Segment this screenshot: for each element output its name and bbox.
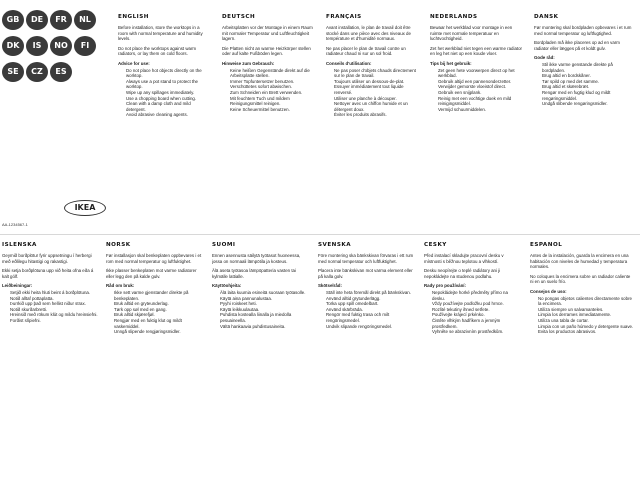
list-item: • Rengør med en fugtig klud og mildt rengøringsmiddel. [542,90,634,101]
list-item: • Ställ inte heta föremål direkt på bänkskivan. [326,290,414,296]
intro-text: No coloques la encimera sobre un radiador caliente ni en un suelo frío. [530,273,631,285]
list-item: • Utiliser une planche à découper. [334,96,418,102]
list-item: • Limpia los derrames inmediatamente. [538,312,634,318]
advice-heading: Consejos de uso: [530,288,567,294]
intro-text: Placera inte bänkskivan mot varma element eller på kalla golv. [318,268,413,279]
list-item: • Avoid abrasive cleaning agents. [126,112,210,118]
language-badges [2,9,106,87]
list-item: • Éviter les produits abrasifs. [334,112,418,118]
list-item: • Utiliza una tabla de cortar. [538,318,634,324]
intro-text: Före montering ska bänkskivan förvaras i ett rum med normal temperatur och luftfuktighet. [318,253,414,264]
section-heading: ČESKY [424,242,447,248]
list-item: • Reinig met een vochtige doek en mild reinigingsmiddel. [438,96,522,107]
advice-list [326,68,418,118]
list-item: • Clean with a damp cloth and mild detergent. [126,101,210,112]
list-item: • Använd alltid grytunderlägg. [326,296,414,302]
advice-list [530,296,634,335]
advice-list [106,290,202,335]
section-nederlands [430,14,522,224]
language-badge: GB [2,10,24,30]
list-item: • Zum Schneiden ein Brett verwenden. [230,90,314,96]
intro-text: Ennen asennusta säilytä työtasot huoneessa, jossa on normaali lämpötila ja kosteus. [212,253,301,264]
list-item: • Hreinsið með rökum klút og mildu hreinsiefni. [10,312,98,318]
intro-text: Desku neopírejte o teplé radiátory ani ji nepokládejte na studenou podlahu. [424,268,501,279]
list-item: • Gebruik altijd een pannenonderzetter. [438,79,522,85]
list-item: • Rengör med fuktig trasa och milt rengöringsmedel. [326,312,414,323]
list-item: • Tør spild op med det samme. [542,79,634,85]
language-badge: FI [74,36,96,56]
section-svenska [318,242,414,474]
intro-text: Avant installation, le plan de travail doit être stocké dans une pièce avec des niveaux de température et d'humidité normaux. [326,25,411,42]
section-suomi [212,242,308,474]
list-item: • Brug altid en bordskåner. [542,73,634,79]
section-heading: DANSK [534,14,559,20]
intro-text: Ne pas placer le plan de travail contre un radiateur chaud ni sur un sol froid. [326,45,406,57]
section-espanol [530,242,634,474]
section-heading: NORSK [106,242,131,248]
list-item: • Essuyer immédiatement tout liquide renversé. [334,84,418,95]
advice-heading: Hinweise zum Gebrauch: [222,60,275,66]
advice-heading: Skötselråd: [318,283,342,289]
list-item: • Čistěte vlhkým hadříkem a jemným prostředkem. [432,318,520,329]
list-item: • Do not place hot objects directly on the worktop. [126,68,210,79]
ikea-logo: IKEA [64,200,106,216]
list-item: • Setjið ekki heita hluti beint á borðplötuna. [10,290,98,296]
language-badge: SE [2,62,24,82]
list-item: • Verschüttetes sofort abwischen. [230,84,314,90]
advice-list [430,68,522,113]
advice-heading: Tips bij het gebruik: [430,60,472,66]
list-item: • Ikke sett varme gjenstander direkte på benkeplaten. [114,290,202,301]
list-item: • Käytä leikkuulautaa. [220,307,308,313]
section-heading: ÍSLENSKA [2,242,37,248]
list-item: • Undgå slibende rengøringsmidler. [542,101,634,107]
list-item: • Vždy používejte podložku pod hrnce. [432,301,520,307]
list-item: • Immer Topfuntersetzer benutzen. [230,79,314,85]
advice-heading: Råd om bruk: [106,283,135,289]
advice-list [318,290,414,329]
intro-text: Bewaar het werkblad voor montage in een ruimte met normale temperatuur en luchtvochtigheid. [430,25,513,42]
advice-list [212,290,308,329]
list-item: • Keine heißen Gegenstände direkt auf die Arbeitsplatte stellen. [230,68,314,79]
advice-list [118,68,210,118]
language-badge: ES [50,62,72,82]
list-item: • Tørk opp søl med en gang. [114,307,202,313]
list-item: • Använd skärbräda. [326,307,414,313]
list-item: • Wipe up any spillages immediately. [126,90,210,96]
intro-text: Før installasjon skal benkeplaten oppbevares i et rom med normal temperatur og luftfuktighet. [106,253,202,264]
section-heading: DEUTSCH [222,14,256,20]
section-heading: NEDERLANDS [430,14,478,20]
intro-text: Ekki setja borðplötuna upp við heita ofna eða á kalt gólf. [2,268,94,279]
intro-text: Do not place the worktops against warm radiators, or lay them on cold floors. [118,45,197,57]
list-item: • Ne pas poser d'objets chauds directement sur le plan de travail. [334,68,418,79]
list-item: • Toujours utiliser un dessous-de-plat. [334,79,418,85]
list-item: • Vältä hankaavia puhdistusaineita. [220,324,308,330]
advice-list [222,68,314,113]
section-divider [0,234,640,235]
list-item: • Mit feuchtem Tuch und mildem Reinigungsmittel reinigen. [230,96,314,107]
language-badge: FR [50,10,72,30]
list-item: • Stil ikke varme genstande direkte på bordpladen. [542,62,634,73]
intro-text: Die Platten nicht an warme Heizkörper stellen oder auf kalte Fußböden legen. [222,45,311,57]
section-english [118,14,210,224]
list-item: • Vyhněte se abrazivním prostředkům. [432,329,520,335]
list-item: • Forðist slípiefni. [10,318,98,324]
list-item: • Älä laita kuumia esineitä suoraan työtasolle. [220,290,308,296]
language-badge: CZ [26,62,48,82]
section-dansk [534,14,634,224]
advice-heading: Rady pro používání: [424,283,466,289]
list-item: • Unngå slipende rengjøringsmidler. [114,329,202,335]
section-heading: FRANÇAIS [326,14,362,20]
language-badge: IS [26,36,48,56]
list-item: • Nepokládejte horké předměty přímo na desku. [432,290,520,301]
section-heading: ESPAÑOL [530,242,563,248]
advice-list [424,290,520,335]
intro-text: Před instalací skladujte pracovní desku v místnosti s běžnou teplotou a vlhkostí. [424,253,504,264]
list-item: • Torka upp spill omedelbart. [326,301,414,307]
intro-text: Arbeitsplatten vor der Montage in einem Raum mit normaler Temperatur und Luftfeuchtigkeit lagern. [222,25,313,42]
section-norsk [106,242,202,474]
list-item: • Use a chopping board when cutting. [126,96,210,102]
list-item: • Utiliza siempre un salvamanteles. [538,307,634,313]
section-heading: ENGLISH [118,14,149,20]
intro-text: Bordpladen må ikke placeres op ad en varm radiator eller lægges på et koldt gulv. [534,40,620,51]
list-item: • Brug altid et skærebræt. [542,84,634,90]
list-item: • Puhdista kostealla liinalla ja miedolla pesuaineella. [220,312,308,323]
advice-heading: Conseils d'utilisation: [326,60,372,66]
list-item: • Käytä aina pannunalustaa. [220,296,308,302]
list-item: • Undvik slipande rengöringsmedel. [326,324,414,330]
section-deutsch [222,14,314,224]
list-item: • Evita los productos abrasivos. [538,329,634,335]
intro-text: Før montering skal bordpladen opbevares i et rum med normal temperatur og luftfugtighed. [534,25,632,36]
list-item: • Verwijder gemorste vloeistof direct. [438,84,522,90]
list-item: • Gebruik een snijplank. [438,90,522,96]
intro-text: Antes de la instalación, guarda la encimera en una habitación con niveles de humedad y temperatura normales. [530,253,629,270]
list-item: • Zet geen hete voorwerpen direct op het werkblad. [438,68,522,79]
list-item: • Always use a pot stand to protect the worktop. [126,79,210,90]
advice-heading: Advice for use: [118,60,150,66]
language-badge: DK [2,36,24,56]
list-item: • Notið alltaf pottaplatta. [10,296,98,302]
advice-list [2,290,98,324]
section-francais [326,14,418,224]
intro-text: Geymið borðplötur fyrir uppsetningu í herbergi með eðlilegu hitastigi og rakastigi. [2,253,92,264]
list-item: • Vermijd schuurmiddelen. [438,107,522,113]
language-badge: NL [74,10,96,30]
language-badge: DE [26,10,48,30]
list-item: • Používejte krájecí prkénko. [432,312,520,318]
intro-text: Ikke plasser benkeplaten mot varme radiatorer eller legg den på kalde gulv. [106,268,197,279]
advice-heading: Leiðbeiningar: [2,283,33,289]
intro-text: Älä aseta työtasoa lämpöpatteria vasten tai kylmälle lattialle. [212,268,296,279]
list-item: • Þurrkið upp það sem hellist niður strax. [10,301,98,307]
list-item: • Bruk alltid skjærefjøl. [114,312,202,318]
list-item: • Pyyhi roiskeet heti. [220,301,308,307]
intro-text: Zet het werkblad niet tegen een warme radiator en leg het niet op een koude vloer. [430,45,522,57]
list-item: • Keine Scheuermittel benutzen. [230,107,314,113]
section-heading: SUOMI [212,242,236,248]
list-item: • No pongas objetos calientes directamente sobre la encimera. [538,296,634,307]
list-item: • Limpia con un paño húmedo y detergente suave. [538,324,634,330]
list-item: • Rozlité tekutiny ihned setřete. [432,307,520,313]
language-badge: NO [50,36,72,56]
advice-heading: Gode råd: [534,55,555,61]
section-cesky [424,242,520,474]
advice-list [534,62,634,107]
list-item: • Bruk alltid en gryteunderlag. [114,301,202,307]
intro-text: Before installation, store the worktops in a room with normal temperature and humidity levels. [118,25,203,42]
section-heading: SVENSKA [318,242,352,248]
list-item: • Rengjør med en fuktig klut og mildt vaskemiddel. [114,318,202,329]
section-islenska [2,242,98,474]
document-code: AA-1234567-1 [2,222,28,227]
list-item: • Nettoyer avec un chiffon humide et un détergent doux. [334,101,418,112]
list-item: • Notið skurðarbretti. [10,307,98,313]
advice-heading: Käyttöohjeita: [212,283,242,289]
